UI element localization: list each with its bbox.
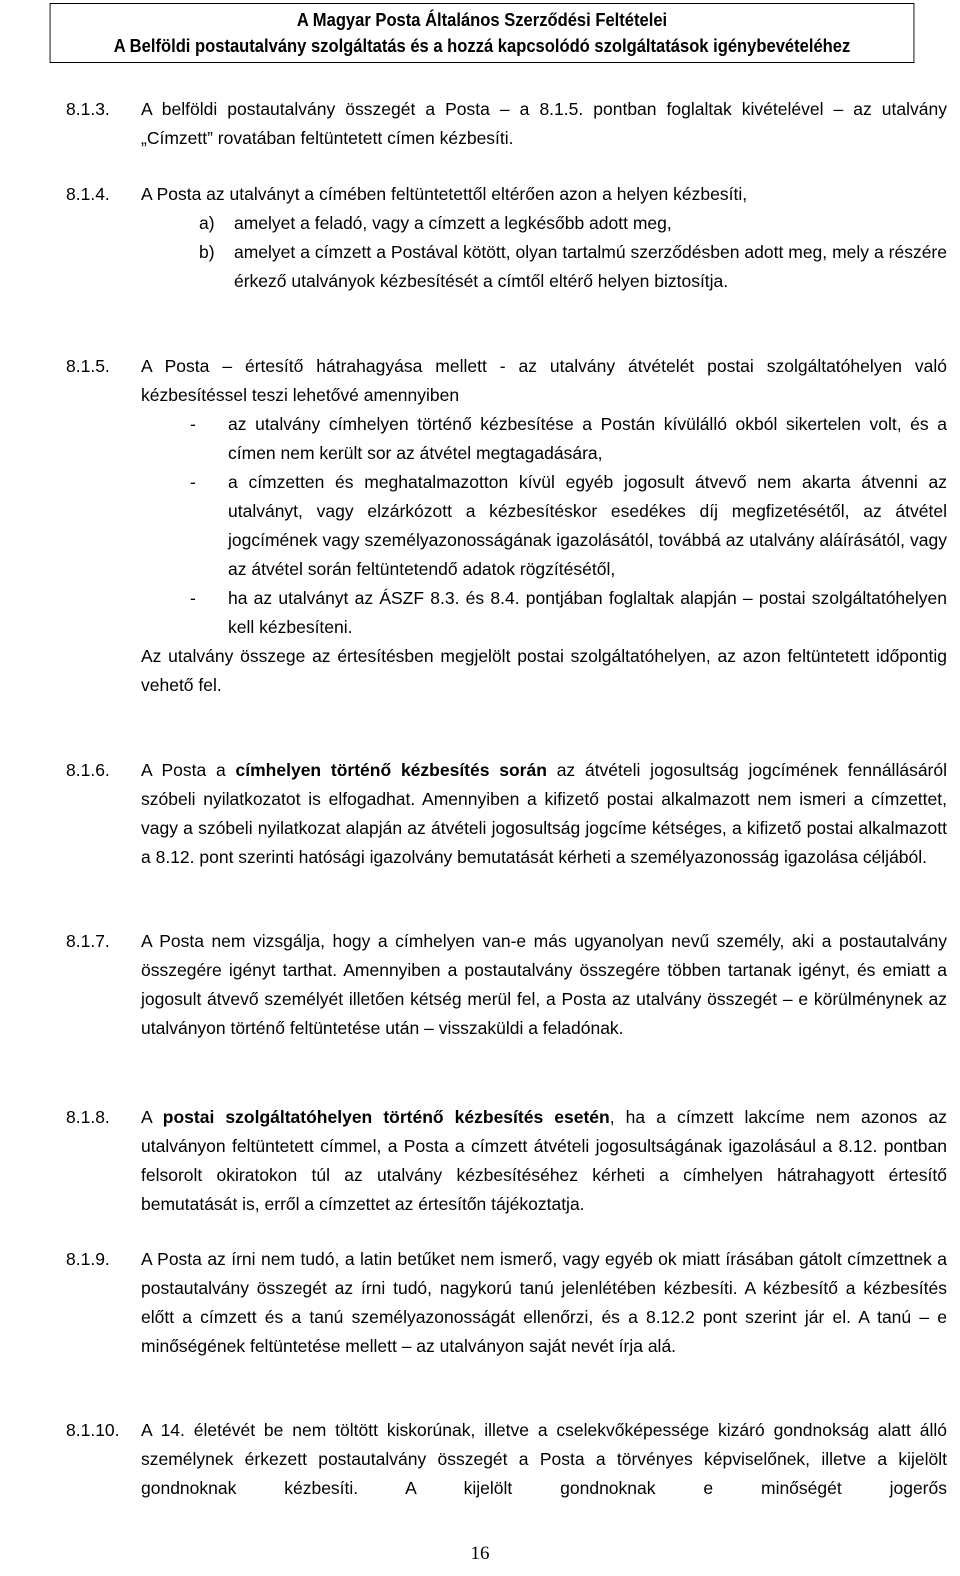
section-intro: A Posta – értesítő hátrahagyása mellett - az utalvány átvételét postai szolgáltatóhelyen való kézbesítéssel teszi lehetővé amennyiben: [141, 356, 947, 405]
list-item-text: ha az utalványt az ÁSZF 8.3. és 8.4. pontjában foglaltak alapján – postai szolgáltatóhelyen kell kézbesíteni.: [228, 588, 947, 637]
emphasis-text: címhelyen történő kézbesítés során: [235, 760, 547, 780]
list-item-text: amelyet a feladó, vagy a címzett a legkésőbb adott meg,: [234, 213, 672, 233]
list-item-label: a): [199, 213, 215, 233]
list-item-label: -: [190, 414, 196, 434]
page-number: 16: [470, 1543, 490, 1564]
section-number: 8.1.10.: [66, 1420, 120, 1440]
list-item-label: -: [190, 472, 196, 492]
header-subtitle: A Belföldi postautalvány szolgáltatás és a hozzá kapcsolódó szolgáltatások igénybevételéhez: [113, 36, 851, 56]
section-text: A Posta nem vizsgálja, hogy a címhelyen van-e más ugyanolyan nevű személy, aki a postautalvány összegére igényt tarthat. Amennyiben a postautalvány összegére többen tartanak igényt, és emiatt a jogosult átvevő személyét illetően kétség merül fel, a Posta az utalvány összegét – e körülménynek az utalványon történő feltüntetése után – visszaküldi a feladónak.: [141, 931, 947, 1038]
section-intro: A Posta az utalványt a címében feltüntetettől eltérően azon a helyen kézbesíti,: [141, 184, 748, 204]
list-item-label: -: [190, 588, 196, 608]
list-item: [141, 584, 947, 642]
list-item-text: amelyet a címzett a Postával kötött, olyan tartalmú szerződésben adott meg, mely a részére érkező utalványok kézbesítését a címtől eltérő helyen biztosítja.: [234, 242, 947, 291]
section-number: 8.1.5.: [66, 356, 110, 376]
text-run: , ha a címzett lakcíme nem azonos az utalványon feltüntetett címmel, a Posta a címzett átvételi jogosultságának igazolásául a 8.12. pontban felsorolt okiratokon túl az utalvány kézbesítéséhez kérheti a címhelyen hátrahagyott értesítő bemutatását is, erről a címzettet az értesítőn tájékoztatja.: [141, 1107, 947, 1214]
list-item-text: az utalvány címhelyen történő kézbesítése a Postán kívülálló okból sikertelen volt, és a címen nem került sor az átvétel megtagadására,: [228, 414, 947, 463]
emphasis-text: postai szolgáltatóhelyen történő kézbesítés esetén: [162, 1107, 610, 1127]
section-number: 8.1.6.: [66, 760, 110, 780]
list-item-text: a címzetten és meghatalmazotton kívül egyéb jogosult átvevő nem akarta átvenni az utalványt, vagy elzárkózott a kézbesítéskor esedékes díj megfizetésétől, az átvétel jogcímének vagy személyazonosságának igazolásától, továbbá az utalvány aláírásától, vagy az átvétel során feltüntetendő adatok rögzítésétől,: [228, 472, 947, 579]
header-title: A Magyar Posta Általános Szerződési Feltételei: [296, 10, 668, 30]
section-text: A Posta az írni nem tudó, a latin betűket nem ismerő, vagy egyéb ok miatt írásában gátolt címzettnek a postautalvány összegét az írni tudó, nagykorú tanú jelenlétében kézbesíti. A kézbesítő a kézbesítés előtt a címzett és a tanú személyazonosságát ellenőrzi, és a 8.12.2 pont szerint jár el. A tanú – e minőségének feltüntetése mellett – az utalványon saját nevét írja alá.: [141, 1249, 947, 1356]
text-run: A: [141, 1107, 163, 1127]
list-item: [141, 238, 947, 296]
section-number: 8.1.9.: [66, 1249, 110, 1269]
section-text: [141, 756, 947, 872]
list-item-label: b): [199, 242, 215, 262]
section-number: 8.1.8.: [66, 1107, 110, 1127]
list-item: [141, 468, 947, 584]
section-number: 8.1.3.: [66, 99, 110, 119]
section-text: A 14. életévét be nem töltött kiskorúnak, illetve a cselekvőképessége kizáró gondnokság alatt álló személynek érkezett postautalvány összegét a Posta a törvényes képviselőnek, illetve a kijelölt gondnoknak kézbesíti. A kijelölt gondnoknak e minőségét jogerős: [141, 1420, 947, 1498]
list-item: [141, 410, 947, 468]
section-text: A belföldi postautalvány összegét a Posta – a 8.1.5. pontban foglaltak kivételével – az utalvány „Címzett” rovatában feltüntetett címen kézbesíti.: [141, 99, 947, 148]
section-text: [141, 1103, 947, 1219]
section-number: 8.1.4.: [66, 184, 110, 204]
section-number: 8.1.7.: [66, 931, 110, 951]
list-item: [141, 209, 947, 238]
text-run: az átvételi jogosultság jogcímének fennállásáról szóbeli nyilatkozatot is elfogadhat. Amennyiben a kifizető postai alkalmazott nem ismeri a címzettet, vagy a szóbeli nyilatkozat alapján az átvételi jogosultság jogcíme kétséges, a kifizető postai alkalmazott a 8.12. pont szerinti hatósági igazolvány bemutatását kérheti a személyazonosság igazolása céljából.: [141, 760, 948, 867]
section-closing: Az utalvány összege az értesítésben megjelölt postai szolgáltatóhelyen, az azon feltüntetett időpontig vehető fel.: [141, 646, 947, 695]
text-run: A Posta a: [141, 760, 236, 780]
document-header: [50, 3, 915, 63]
